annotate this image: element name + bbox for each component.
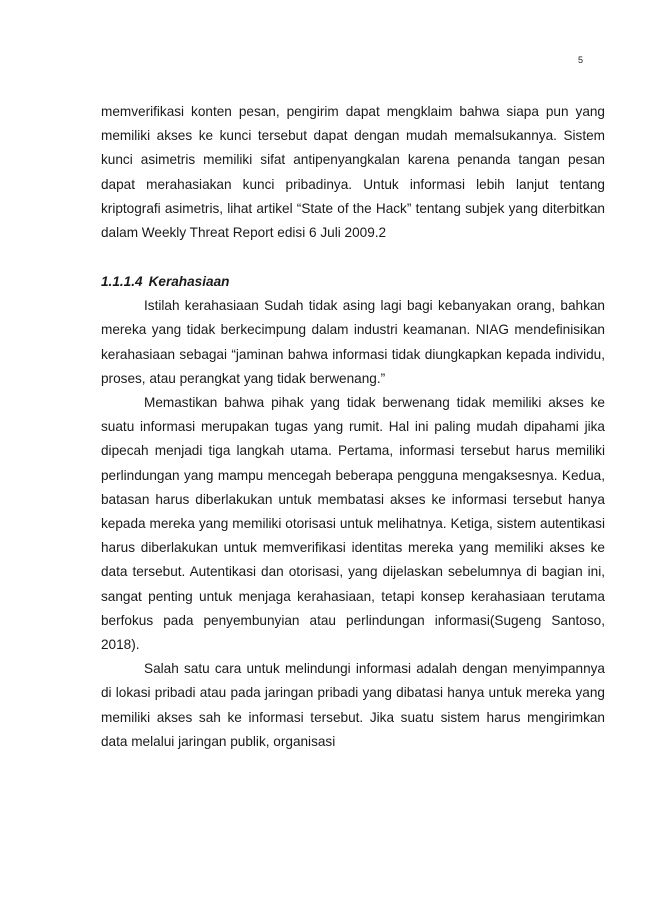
- page-number: 5: [578, 55, 584, 65]
- document-body: [101, 100, 605, 754]
- paragraph-protection-methods: Salah satu cara untuk melindungi informasi adalah dengan menyimpannya di lokasi pribadi atau pada jaringan pribadi yang dibatasi hanya untuk mereka yang memiliki akses sah ke informasi tersebut. Jika suatu sistem harus mengirimkan data melalui jaringan publik, organisasi: [101, 661, 605, 749]
- paragraph-access-steps: Memastikan bahwa pihak yang tidak berwenang tidak memiliki akses ke suatu informasi merupakan tugas yang rumit. Hal ini paling mudah dipahami jika dipecah menjadi tiga langkah utama. Pertama, informasi tersebut harus memiliki perlindungan yang mampu mencegah beberapa pengguna mengaksesnya. Kedua, batasan harus diberlakukan untuk membatasi akses ke informasi tersebut hanya kepada mereka yang memiliki otorisasi untuk melihatnya. Ketiga, sistem autentikasi harus diberlakukan untuk memverifikasi identitas mereka yang memiliki akses ke data tersebut. Autentikasi dan otorisasi, yang dijelaskan sebelumnya di bagian ini, sangat penting untuk menjaga kerahasiaan, tetapi konsep kerahasiaan terutama berfokus pada penyembunyian atau perlindungan informasi(Sugeng Santoso, 2018).: [101, 395, 605, 653]
- section-title: Kerahasiaan: [148, 274, 230, 290]
- section-heading: [101, 270, 605, 294]
- paragraph-confidentiality-definition: Istilah kerahasiaan Sudah tidak asing lagi bagi kebanyakan orang, bahkan mereka yang tidak berkecimpung dalam industri keamanan. NIAG mendefinisikan kerahasiaan sebagai “jaminan bahwa informasi tidak diungkapkan kepada individu, proses, atau perangkat yang tidak berwenang.”: [101, 298, 605, 386]
- paragraph-asymmetric-keys: memverifikasi konten pesan, pengirim dapat mengklaim bahwa siapa pun yang memiliki akses ke kunci tersebut dapat dengan mudah memalsukannya. Sistem kunci asimetris memiliki sifat antipenyangkalan karena penanda tangan pesan dapat merahasiakan kunci pribadinya. Untuk informasi lebih lanjut tentang kriptografi asimetris, lihat artikel “State of the Hack” tentang subjek yang diterbitkan dalam Weekly Threat Report edisi 6 Juli 2009.2: [101, 104, 605, 241]
- section-number: 1.1.1.4: [101, 274, 143, 290]
